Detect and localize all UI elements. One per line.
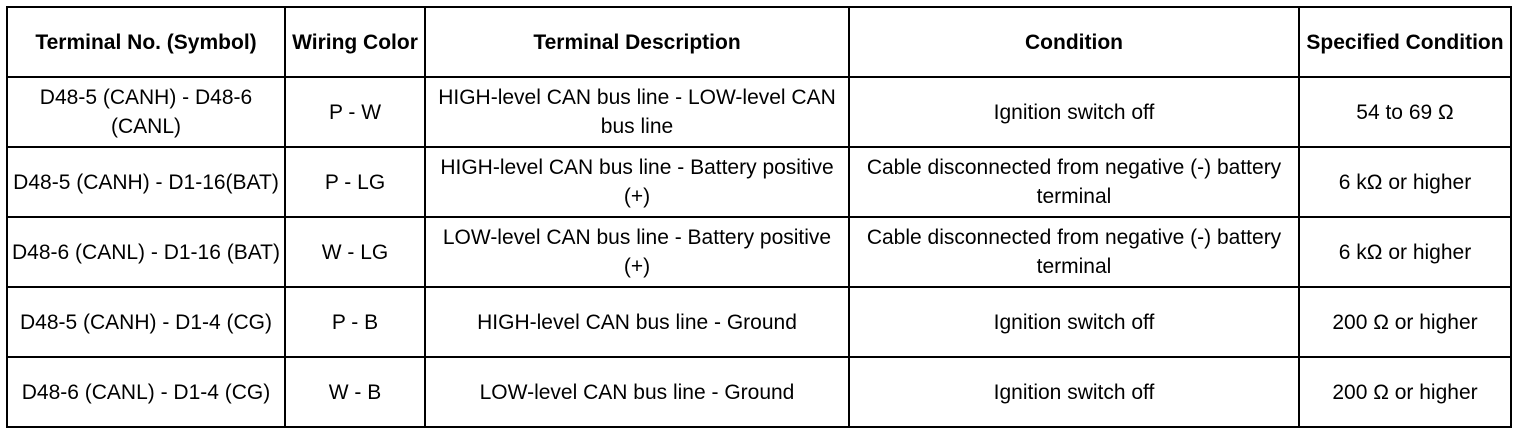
cell-description: LOW-level CAN bus line - Battery positive (+) <box>425 217 849 287</box>
cell-terminal: D48-5 (CANH) - D48-6 (CANL) <box>7 77 285 147</box>
cell-condition: Ignition switch off <box>849 357 1299 427</box>
cell-terminal: D48-6 (CANL) - D1-16 (BAT) <box>7 217 285 287</box>
cell-wiring-color: W - LG <box>285 217 425 287</box>
cell-condition: Ignition switch off <box>849 287 1299 357</box>
cell-specified: 200 Ω or higher <box>1299 287 1511 357</box>
spec-table-container <box>6 6 1512 428</box>
header-wiring-color: Wiring Color <box>285 7 425 77</box>
header-specified-condition: Specified Condition <box>1299 7 1511 77</box>
cell-wiring-color: P - LG <box>285 147 425 217</box>
resistance-spec-table <box>6 6 1512 428</box>
cell-wiring-color: P - B <box>285 287 425 357</box>
cell-specified: 54 to 69 Ω <box>1299 77 1511 147</box>
cell-condition: Ignition switch off <box>849 77 1299 147</box>
header-terminal-description: Terminal Description <box>425 7 849 77</box>
header-terminal-no: Terminal No. (Symbol) <box>7 7 285 77</box>
table-row <box>7 217 1511 287</box>
table-header-row <box>7 7 1511 77</box>
table-row <box>7 287 1511 357</box>
table-row <box>7 357 1511 427</box>
cell-condition: Cable disconnected from negative (-) battery terminal <box>849 217 1299 287</box>
cell-terminal: D48-5 (CANH) - D1-16(BAT) <box>7 147 285 217</box>
cell-description: HIGH-level CAN bus line - LOW-level CAN bus line <box>425 77 849 147</box>
cell-condition: Cable disconnected from negative (-) battery terminal <box>849 147 1299 217</box>
table-row <box>7 77 1511 147</box>
cell-specified: 200 Ω or higher <box>1299 357 1511 427</box>
cell-specified: 6 kΩ or higher <box>1299 217 1511 287</box>
cell-specified: 6 kΩ or higher <box>1299 147 1511 217</box>
cell-description: LOW-level CAN bus line - Ground <box>425 357 849 427</box>
cell-description: HIGH-level CAN bus line - Battery positive (+) <box>425 147 849 217</box>
table-row <box>7 147 1511 217</box>
cell-terminal: D48-5 (CANH) - D1-4 (CG) <box>7 287 285 357</box>
header-condition: Condition <box>849 7 1299 77</box>
cell-description: HIGH-level CAN bus line - Ground <box>425 287 849 357</box>
cell-terminal: D48-6 (CANL) - D1-4 (CG) <box>7 357 285 427</box>
cell-wiring-color: W - B <box>285 357 425 427</box>
cell-wiring-color: P - W <box>285 77 425 147</box>
